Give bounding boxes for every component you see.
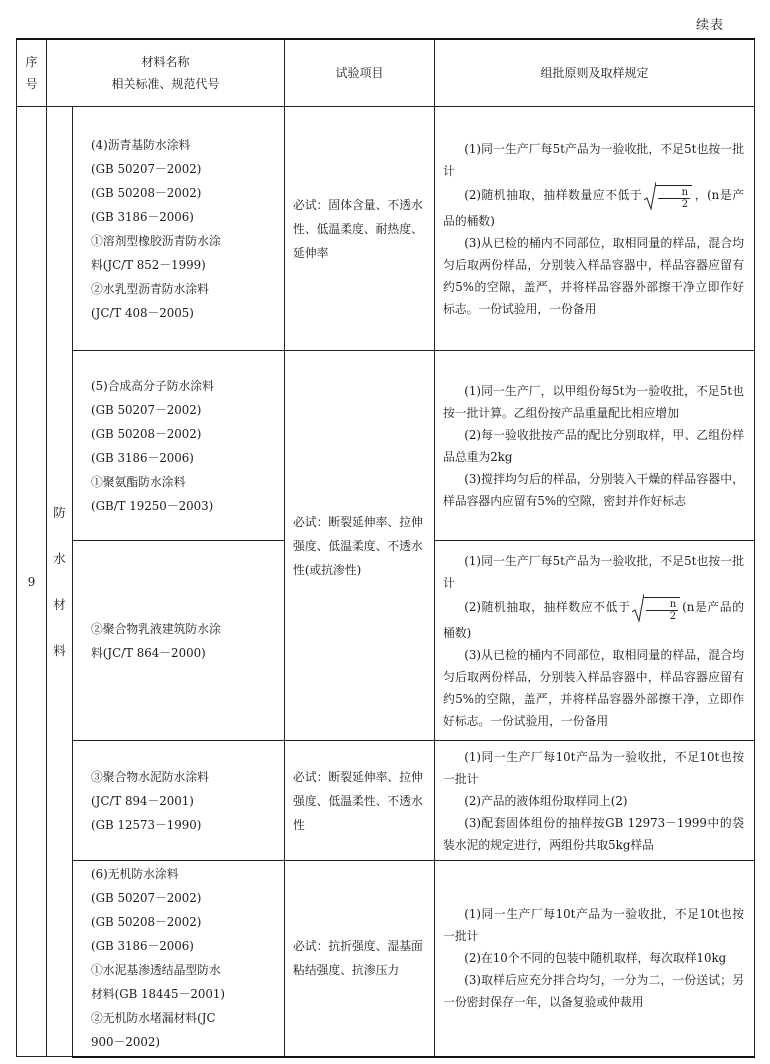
rules-cell: (1)同一生产厂每10t产品为一验收批，不足10t也按一批计 (2)在10个不同的包装中随机取样，每次取样10kg (3)取样后应充分拌合均匀，一分为二，一份送试；另一份密封保存一年，以备复验或仲裁用 xyxy=(435,861,755,1057)
sampling-table xyxy=(16,38,755,1058)
rules-cell: (1)同一生产厂每10t产品为一验收批，不足10t也按一批计 (2)产品的液体组份取样同上(2) (3)配套固体组份的抽样按GB 12973－1999中的袋装水泥的规定进行，两组份共取5kg样品 xyxy=(435,741,755,861)
table-header-row xyxy=(17,39,755,107)
continued-label: 续表 xyxy=(695,18,724,33)
category-cell: 防 水 材 料 xyxy=(47,107,73,1057)
header-seq: 序 号 xyxy=(17,39,47,107)
rules-cell: (1)同一生产厂每5t产品为一验收批，不足5t也按一批计 (2)随机抽取，抽样数应不低于 $\frac{n}{2}$ (n是产品的桶数) (3)从已检的桶内不同部位，取相同量的样品，混合均匀后取两份样品，分别装入样品容器中，样品容器应留有约5%的空隙，盖严，并将样品容器外部擦干净，立即作好标志。一份试验用，一份备用 xyxy=(435,541,755,741)
test-items-cell: 必试：断裂延伸率、拉伸强度、低温柔性、不透水性 xyxy=(285,741,435,861)
sqrt-sign-icon xyxy=(632,594,644,622)
material-cell: (4)沥青基防水涂料 (GB 50207－2002) (GB 50208－2002) (GB 3186－2006) ①溶剂型橡胶沥青防水涂 料(JC/T 852－1999) ②水乳型沥青防水涂料 (JC/T 408－2005) xyxy=(73,107,285,351)
material-cell: (5)合成高分子防水涂料 (GB 50207－2002) (GB 50208－2002) (GB 3186－2006) ①聚氨酯防水涂料 (GB/T 19250－2003) xyxy=(73,351,285,541)
row-number: 9 xyxy=(17,107,47,1057)
test-items-cell: 必试：固体含量、不透水性、低温柔度、耐热度、延伸率 xyxy=(285,107,435,351)
test-items-cell: 必试：断裂延伸率、拉伸强度、低温柔度、不透水性(或抗渗性) xyxy=(285,351,435,741)
sqrt-sign-icon xyxy=(644,182,656,210)
sqrt-formula: $\frac{n}{2}$ xyxy=(644,182,692,210)
header-material: 材料名称 相关标准、规范代号 xyxy=(47,39,285,107)
material-cell: ③聚合物水泥防水涂料 (JC/T 894－2001) (GB 12573－1990) xyxy=(73,741,285,861)
table-row xyxy=(17,861,755,1057)
table-row xyxy=(17,107,755,351)
material-cell: ②聚合物乳液建筑防水涂 料(JC/T 864－2000) xyxy=(73,541,285,741)
rules-cell: (1)同一生产厂每5t产品为一验收批，不足5t也按一批计 (2)随机抽取，抽样数量应不低于 $\frac{n}{2}$ ，(n是产品的桶数) (3)从已检的桶内不同部位，取相同量的样品，混合均匀后取两份样品，分别装入样品容器中，样品容器应留有约5%的空隙，盖严，并将样品容器外部擦干净立即作好标志。一份试验用，一份备用 xyxy=(435,107,755,351)
sqrt-formula: $\frac{n}{2}$ xyxy=(632,594,680,622)
material-cell: (6)无机防水涂料 (GB 50207－2002) (GB 50208－2002) (GB 3186－2006) ①水泥基渗透结晶型防水 材料(GB 18445－2001) ②无机防水堵漏材料(JC 900－2002) xyxy=(73,861,285,1057)
test-items-cell: 必试：抗折强度、湿基面粘结强度、抗渗压力 xyxy=(285,861,435,1057)
header-test-items: 试验项目 xyxy=(285,39,435,107)
table-row xyxy=(17,351,755,541)
rules-cell: (1)同一生产厂，以甲组份每5t为一验收批，不足5t也按一批计算。乙组份按产品重量配比相应增加 (2)每一验收批按产品的配比分别取样，甲、乙组份样品总重为2kg (3)搅拌均匀后的样品，分别装入干燥的样品容器中，样品容器内应留有5%的空隙，密封并作好标志 xyxy=(435,351,755,541)
table-row xyxy=(17,741,755,861)
header-sampling-rules: 组批原则及取样规定 xyxy=(435,39,755,107)
